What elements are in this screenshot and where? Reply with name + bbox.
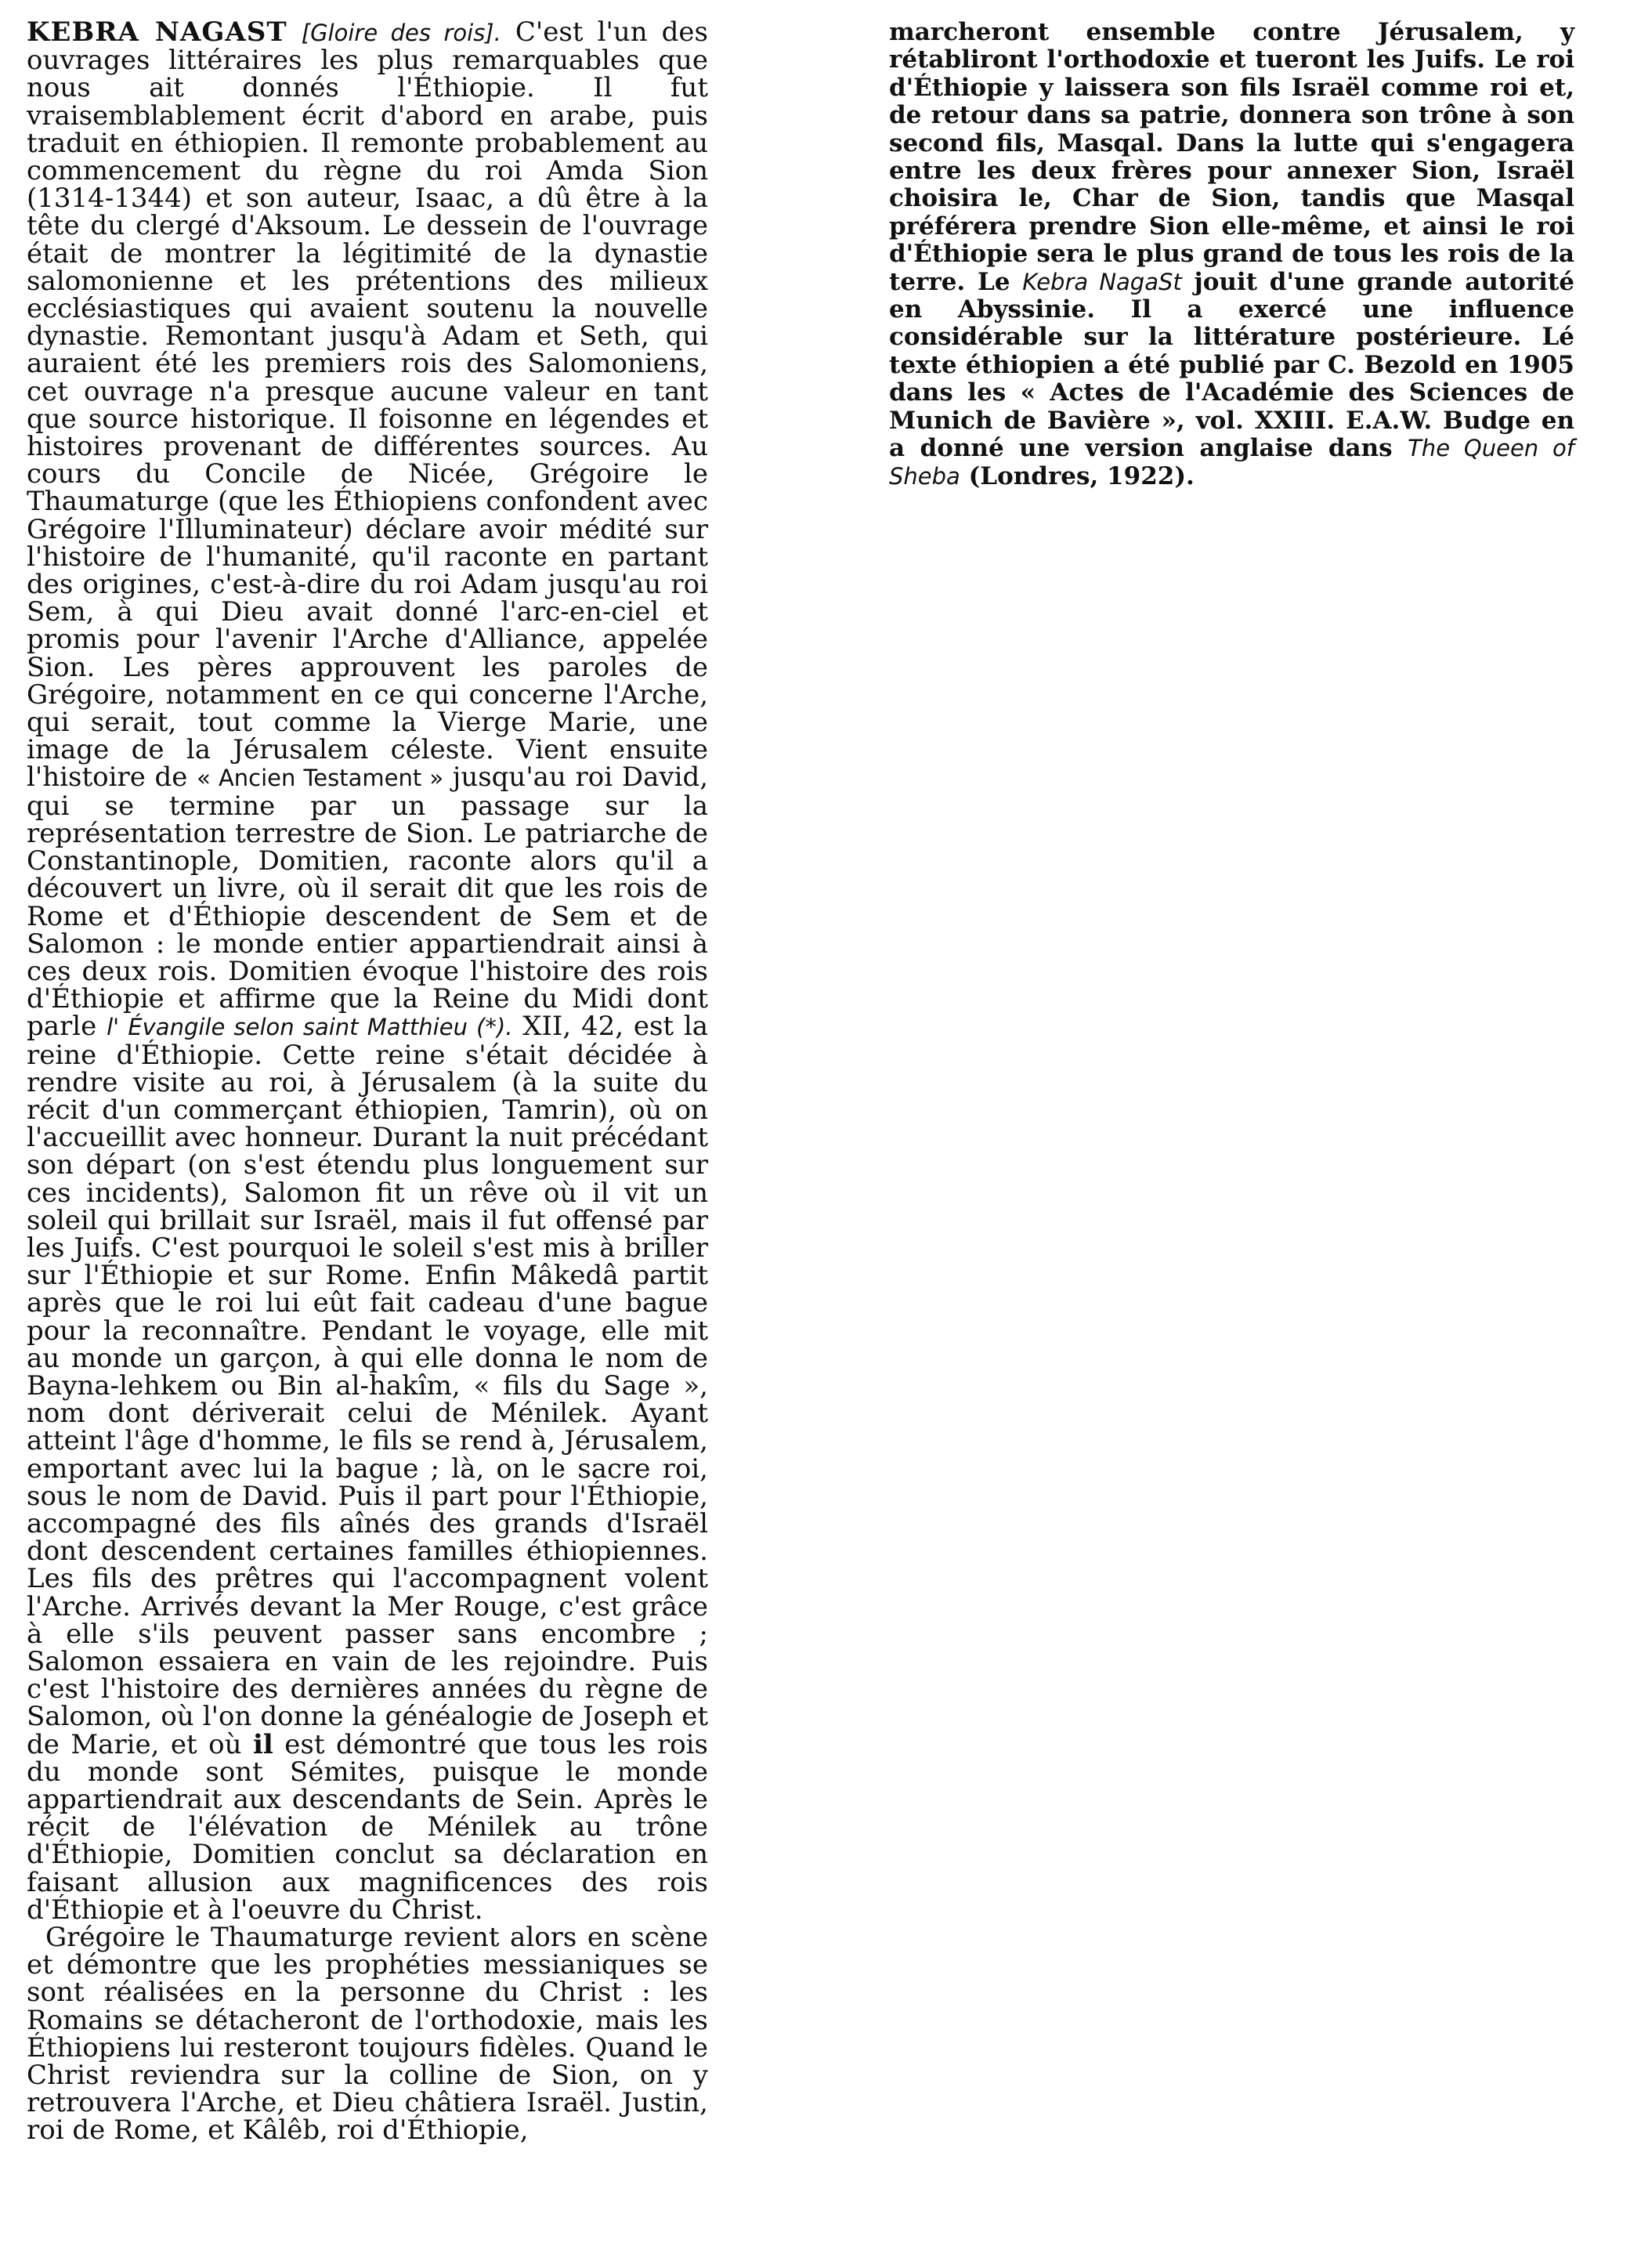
paragraph-1-text-g: est démontré que tous les rois du monde sont Sémites, puisque le monde appartiendrait aux descendants de Sein. Après le récit de l'élévation de Ménilek au trône d'Éthiopie, Domitien conclut sa déclaration en faisant allusion aux magnificences des rois d'Éthiopie et à l'oeuvre du Christ. — [27, 1728, 708, 1926]
kebra-nagast-reference: Kebra NagaSt — [1022, 268, 1182, 295]
right-column — [889, 19, 1574, 490]
continued-text-a: marcheront ensemble contre Jérusalem, y rétabliront l'orthodoxie et tueront les Juifs. Le roi d'Éthiopie y laissera son fils Israël comme roi et, de retour dans sa patrie, donnera son trône à son second fils, Masqal. Dans la lutte qui s'engagera entre les deux frères pour annexer Sion, Israël choisira le, Char de Sion, tandis que Masqal préférera prendre Sion elle-même, et ainsi le roi d'Éthiopie sera le plus grand de tous les rois de la terre. Le — [889, 18, 1574, 296]
entry-title: KEBRA NAGAST — [27, 16, 287, 48]
pronoun-il: il — [252, 1728, 273, 1760]
evangile-reference: l' Évangile selon saint Matthieu (*). — [107, 1014, 513, 1041]
paragraph-1 — [27, 16, 709, 1926]
continued-text-e: (Londres, 1922). — [968, 461, 1195, 490]
ancien-testament-term: « Ancien Testament » — [197, 765, 444, 792]
paragraph-1-text-c: jusqu'au roi David, qui se termine par un passage sur la représentation terrestre de Sion. Le patriarche de Constantinople, Domitien, raconte alors qu'il a découvert un livre, où il serait dit que les rois de Rome et d'Éthiopie descendent de Sem et de Salomon : le monde entier appartiendrait ainsi à ces deux rois. Domitien évoque l'histoire des rois d'Éthiopie et affirme que la Reine du Midi dont parle — [27, 761, 709, 1043]
paragraph-2: Grégoire le Thaumaturge revient alors en scène et démontre que les prophéties messianiques se sont réalisées en la personne du Christ : les Romains se détacheront de l'orthodoxie, mais les Éthiopiens lui resteront toujours fidèles. Quand le Christ reviendra sur la colline de Sion, on y retrouvera l'Arche, et Dieu châtiera Israël. Justin, roi de Rome, et Kâlêb, roi d'Éthiopie, — [27, 1922, 708, 2147]
paragraph-continued — [889, 19, 1574, 490]
queen-of-sheba-reference: The Queen of Sheba — [889, 435, 1574, 490]
entry-title-gloss: [Gloire des rois]. — [301, 20, 501, 46]
paragraph-1-text-e: XII, 42, est la reine d'Éthiopie. Cette reine s'était décidée à rendre visite au roi, à Jérusalem (à la suite du récit d'un commerçant éthiopien, Tamrin), où on l'accueillit avec honneur. Durant la nuit précédant son départ (on s'est étendu plus longuement sur ces incidents), Salomon fit un rêve où il vit un soleil qui brillait sur Israël, mais il fut offensé par les Juifs. C'est pourquoi le soleil s'est mis à briller sur l'Éthiopie et sur Rome. Enfin Mâkedâ partit après que le roi lui eût fait cadeau d'une bague pour la reconnaître. Pendant le voyage, elle mit au monde un garçon, à qui elle donna le nom de Bayna-lehkem ou Bin al-hakîm, « fils du Sage », nom dont dériverait celui de Ménilek. Ayant atteint l'âge d'homme, le fils se rend à, Jérusalem, emportant avec lui la bague ; là, on le sacre roi, sous le nom de David. Puis il part pour l'Éthiopie, accompagné des fils aînés des grands d'Israël dont descendent certaines familles éthiopiennes. Les fils des prêtres qui l'accompagnent volent l'Arche. Arrivés devant la Mer Rouge, c'est grâce à elle s'ils peuvent passer sans encombre ; Salomon essaiera en vain de les rejoindre. Puis c'est l'histoire des dernières années du règne de Salomon, où l'on donne la généalogie de Joseph et de Marie, et où — [27, 1011, 708, 1760]
left-column — [27, 16, 709, 2147]
continued-text-c: jouit d'une grande autorité en Abyssinie. Il a exercé une influence considérable sur la littérature postérieure. Lé texte éthiopien a été publié par C. Bezold en 1905 dans les « Actes de l'Académie des Sciences de Munich de Bavière », vol. XXIII. E.A.W. Budge en a donné une version anglaise dans — [889, 267, 1575, 463]
paragraph-1-text-a: C'est l'un des ouvrages littéraires les plus remarquables que nous ait donnés l'Éthiopie. Il fut vraisemblablement écrit d'abord en arabe, puis traduit en éthiopien. Il remonte probablement au commencement du règne du roi Amda Sion (1314-1344) et son auteur, Isaac, a dû être à la tête du clergé d'Aksoum. Le dessein de l'ouvrage était de montrer la légitimité de la dynastie salomonienne et les prétentions des milieux ecclésiastiques qui avaient soutenu la nouvelle dynastie. Remontant jusqu'à Adam et Seth, qui auraient été les premiers rois des Salomoniens, cet ouvrage n'a presque aucune valeur en tant que source historique. Il foisonne en légendes et histoires provenant de différentes sources. Au cours du Concile de Nicée, Grégoire le Thaumaturge (que les Éthiopiens confondent avec Grégoire l'Illuminateur) déclare avoir médité sur l'histoire de l'humanité, qu'il raconte en partant des origines, c'est-à-dire du roi Adam jusqu'au roi Sem, à qui Dieu avait donné l'arc-en-ciel et promis pour l'avenir l'Arche d'Alliance, appelée Sion. Les pères approuvent les paroles de Grégoire, notamment en ce qui concerne l'Arche, qui serait, tout comme la Vierge Marie, une image de la Jérusalem céleste. Vient ensuite l'histoire de — [27, 16, 709, 794]
